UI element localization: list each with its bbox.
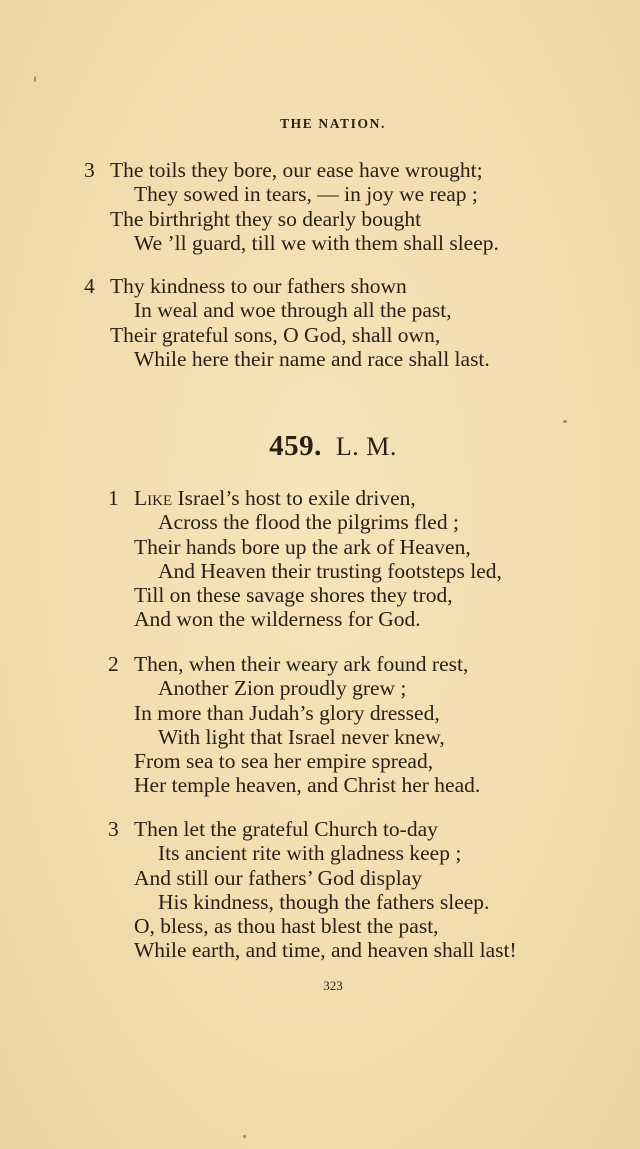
stanza-number: 3 (84, 158, 95, 182)
running-head: THE NATION. (280, 116, 386, 131)
verse-line: And won the wilderness for God. (134, 607, 421, 632)
verse-line-first (134, 486, 502, 510)
verse-line: Then, when their weary ark found rest, (134, 652, 469, 676)
verse-line: And still our fathers’ God display (134, 865, 423, 890)
verse-line: In more than Judah’s glory dressed, (134, 700, 440, 725)
paper-speck (34, 76, 36, 82)
stanza-prev-3 (84, 158, 499, 255)
stanza-2 (108, 652, 481, 798)
verse-line: While here their name and race shall last. (134, 346, 490, 371)
verse-line: O, bless, as thou hast blest the past, (134, 914, 439, 939)
verse-line: Till on these savage shores they trod, (134, 583, 453, 608)
paper-speck (243, 1135, 246, 1138)
verse-line: His kindness, though the fathers sleep. (158, 889, 490, 914)
hymn-heading (0, 430, 640, 463)
verse-line: Their grateful sons, O God, shall own, (110, 322, 441, 347)
stanza-number: 3 (108, 817, 119, 841)
verse-line: Another Zion proudly grew ; (158, 676, 407, 701)
verse-line: Her temple heaven, and Christ her head. (134, 773, 481, 798)
verse-line: While earth, and time, and heaven shall last! (134, 938, 517, 963)
verse-line: And Heaven their trusting footsteps led, (158, 558, 502, 583)
verse-line: In weal and woe through all the past, (134, 298, 452, 323)
page-number: 323 (323, 978, 343, 993)
stanza-number: 4 (84, 274, 95, 298)
first-word: Like (134, 486, 173, 510)
hymn-number: 459. (269, 430, 322, 462)
verse-line: The toils they bore, our ease have wrought; (110, 158, 483, 182)
verse-line: Its ancient rite with gladness keep ; (158, 841, 462, 866)
paper-speck (563, 420, 567, 423)
first-line-rest: Israel’s host to exile driven, (172, 486, 416, 510)
verse-line: Then let the grateful Church to-day (134, 817, 438, 841)
stanza-number: 1 (108, 486, 119, 510)
verse-line: With light that Israel never knew, (158, 724, 445, 749)
verse-line: The birthright they so dearly bought (110, 206, 422, 231)
verse-line: They sowed in tears, — in joy we reap ; (134, 182, 478, 207)
hymn-meter: L. M. (335, 432, 397, 461)
verse-line: Across the flood the pilgrims fled ; (158, 510, 459, 535)
stanza-prev-4 (84, 274, 490, 371)
verse-line: From sea to sea her empire spread, (134, 749, 434, 774)
stanza-number: 2 (108, 652, 119, 676)
verse-line: Their hands bore up the ark of Heaven, (134, 534, 471, 559)
stanza-3 (108, 817, 517, 963)
verse-line: We ’ll guard, till we with them shall sleep. (134, 230, 499, 255)
stanza-1 (108, 486, 502, 632)
verse-line: Thy kindness to our fathers shown (110, 274, 407, 298)
